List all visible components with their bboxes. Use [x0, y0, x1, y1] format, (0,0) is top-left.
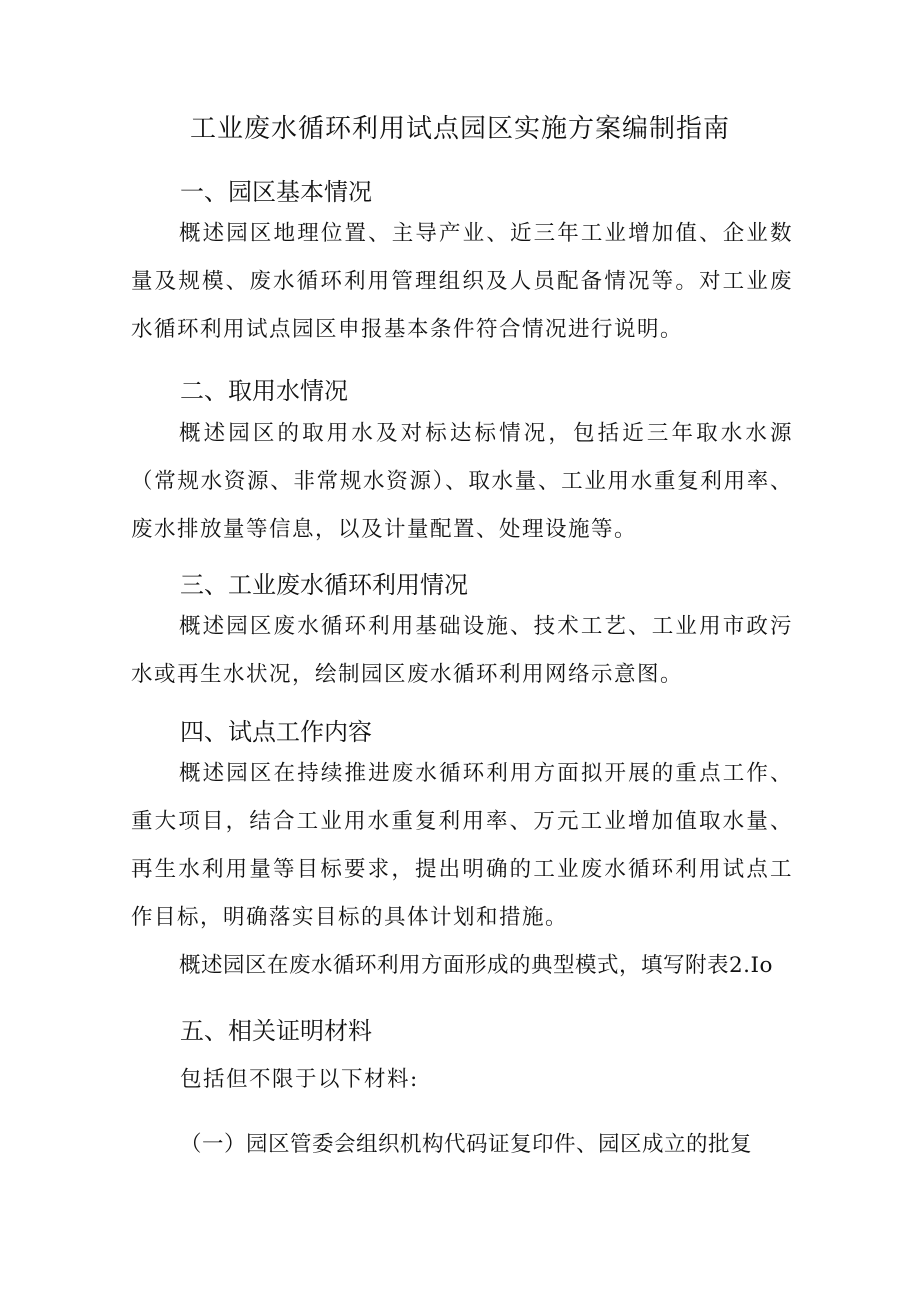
section-intro-5: 包括但不限于以下材料:: [180, 1067, 419, 1092]
section-list-item-1: （一）园区管委会组织机构代码证复印件、园区成立的批复: [180, 1132, 753, 1157]
section-heading-2: 二、取用水情况: [180, 377, 348, 405]
section-heading-5: 五、相关证明材料: [180, 1017, 372, 1045]
section-paragraph-4b: 概述园区在废水循环利用方面形成的典型模式，填写附表2.Io: [179, 953, 773, 978]
section-heading-3: 三、工业废水循环利用情况: [180, 571, 468, 599]
document-title: 工业废水循环利用试点园区实施方案编制指南: [189, 114, 730, 144]
section-heading-4: 四、试点工作内容: [180, 718, 372, 746]
section-paragraph-3: 概述园区废水循环利用基础设施、技术工艺、工业用市政污水或再生水状况，绘制园区废水循环利用网络示意图。: [131, 614, 793, 687]
section-paragraph-4: 概述园区在持续推进废水循环利用方面拟开展的重点工作、重大项目，结合工业用水重复利用率、万元工业增加值取水量、再生水利用量等目标要求，提出明确的工业废水循环利用试点工作目标，明确落实目标的具体计划和措施。: [131, 761, 793, 930]
section-heading-1: 一、园区基本情况: [180, 178, 372, 206]
section-paragraph-2: 概述园区的取用水及对标达标情况，包括近三年取水水源（常规水资源、非常规水资源）、取水量、工业用水重复利用率、废水排放量等信息，以及计量配置、处理设施等。: [131, 421, 793, 542]
section-paragraph-1: 概述园区地理位置、主导产业、近三年工业增加值、企业数量及规模、废水循环利用管理组织及人员配备情况等。对工业废水循环利用试点园区申报基本条件符合情况进行说明。: [131, 221, 793, 342]
